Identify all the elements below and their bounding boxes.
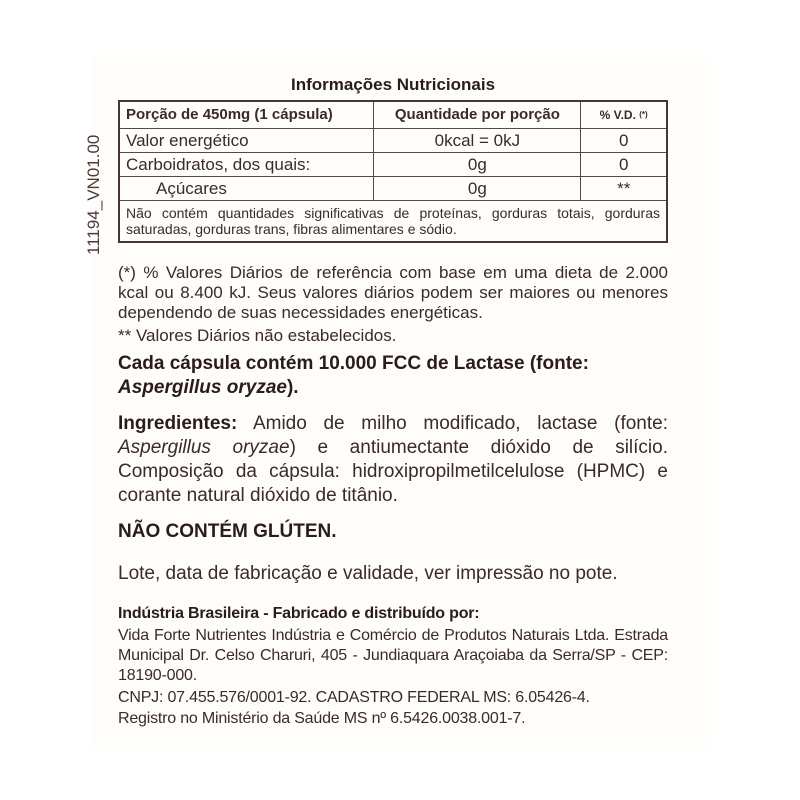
table-row <box>119 153 667 177</box>
table-header-row <box>119 101 667 129</box>
row-label: Carboidratos, dos quais: <box>119 153 374 177</box>
row-label: Valor energético <box>119 129 374 153</box>
lactase-statement <box>118 352 668 400</box>
row-amount: 0g <box>374 153 581 177</box>
ingredients-part1: Amido de milho modificado, lactase (fonte: <box>237 413 668 434</box>
gluten-warning: NÃO CONTÉM GLÚTEN. <box>118 521 337 542</box>
manufacturer-heading: Indústria Brasileira - Fabricado e distribuído por: <box>118 605 480 622</box>
row-vd: 0 <box>581 153 667 177</box>
manufacturer-registro: Registro no Ministério da Saúde MS nº 6.5426.0038.001-7. <box>118 710 526 727</box>
header-portion: Porção de 450mg (1 cápsula) <box>119 101 374 129</box>
ingredients-paragraph <box>118 412 668 508</box>
row-amount: 0g <box>374 177 581 201</box>
lot-info: Lote, data de fabricação e validade, ver impressão no pote. <box>118 563 618 584</box>
side-product-code: 11194_VN01.00 <box>84 134 103 255</box>
row-amount: 0kcal = 0kJ <box>374 129 581 153</box>
manufacturer-address: Vida Forte Nutrientes Indústria e Comércio de Produtos Naturais Ltda. Estrada Municipal Dr. Celso Charuri, 405 - Jundiaquara Araçoiaba da Serra/SP - CEP: 18190-000. <box>118 627 668 684</box>
row-vd: ** <box>581 177 667 201</box>
lactase-species: Aspergillus oryzae <box>118 377 287 398</box>
table-row <box>119 129 667 153</box>
row-vd: 0 <box>581 129 667 153</box>
header-quantity: Quantidade por porção <box>374 101 581 129</box>
table-note: Não contém quantidades significativas de proteínas, gorduras totais, gorduras saturadas, gorduras trans, fibras alimentares e sódio. <box>119 201 667 243</box>
header-vd-label: % V.D. <box>599 108 636 122</box>
nutrition-table <box>118 100 668 243</box>
lactase-end: ). <box>286 377 299 398</box>
table-row <box>119 177 667 201</box>
ingredients-part2: ) e antiumectante dióxido de silício. Composição da cápsula: hidroxipropilmetilcelulose (HPMC) e corante natural dióxido de titânio. <box>118 437 668 506</box>
manufacturer-cnpj: CNPJ: 07.455.576/0001-92. CADASTRO FEDERAL MS: 6.05426-4. <box>118 689 590 706</box>
row-label: Açúcares <box>119 177 374 201</box>
header-daily-value <box>581 101 667 129</box>
table-note-row <box>119 201 667 243</box>
lactase-text: Cada cápsula contém 10.000 FCC de Lactase (fonte: <box>118 353 589 374</box>
ingredients-species: Aspergillus oryzae <box>118 437 290 458</box>
daily-values-footnote: (*) % Valores Diários de referência com base em uma dieta de 2.000 kcal ou 8.400 kJ. Seus valores diários podem ser maiores ou menores dependendo de suas necessidades energéticas. <box>118 263 668 322</box>
header-vd-marker: (*) <box>639 110 648 119</box>
ingredients-label: Ingredientes: <box>118 413 238 434</box>
not-established-footnote: ** Valores Diários não estabelecidos. <box>118 326 397 345</box>
nutrition-table-title: Informações Nutricionais <box>290 75 496 94</box>
